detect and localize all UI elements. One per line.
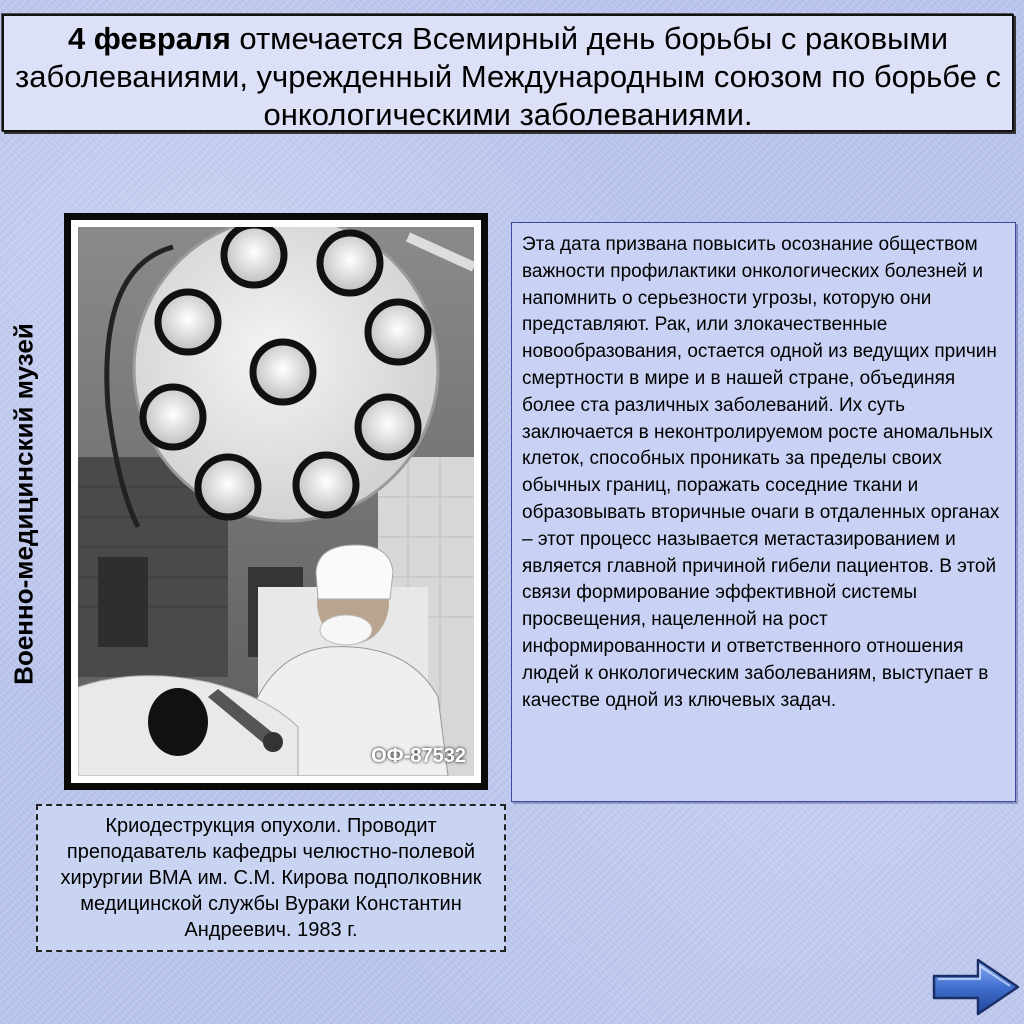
photo-frame	[64, 213, 488, 790]
header-banner	[2, 14, 1014, 132]
header-text: отмечается Всемирный день борьбы с раковыми заболеваниями, учрежденный Международным союзом по борьбе с онкологическими заболеваниями.	[15, 21, 1001, 132]
photo-inventory-id: ОФ-87532	[371, 745, 466, 767]
museum-label	[2, 308, 46, 700]
next-page-button[interactable]	[930, 954, 1022, 1020]
arrow-right-icon	[930, 954, 1022, 1020]
photo-caption: Криодеструкция опухоли. Проводит преподаватель кафедры челюстно-полевой хирургии ВМА им. С.М. Кирова подполковник медицинской службы Вураки Константин Андреевич. 1983 г.	[36, 804, 506, 952]
museum-label-text: Военно-медицинский музей	[8, 323, 39, 685]
photo-illustration	[78, 227, 474, 776]
photo-mat	[71, 220, 481, 783]
description-text: Эта дата призвана повысить осознание обществом важности профилактики онкологических болезней и напомнить о серьезности угрозы, которую они представляют. Рак, или злокачественные новообразования, остается одной из ведущих причин смертности в мире и в нашей стране, объединяя более ста различных заболеваний. Их суть заключается в неконтролируемом росте аномальных клеток, способных проникать за пределы своих обычных границ, поражать соседние ткани и образовывать вторичные очаги в отдаленных органах – этот процесс называется метастазированием и является главной причиной гибели пациентов. В этой связи формирование эффективной системы просвещения, нацеленной на рост информированности и ответственного отношения людей к онкологическим заболеваниям, выступает в качестве одной из ключевых задач.	[511, 222, 1016, 802]
historical-photo	[78, 227, 474, 776]
header-date: 4 февраля	[67, 21, 231, 56]
